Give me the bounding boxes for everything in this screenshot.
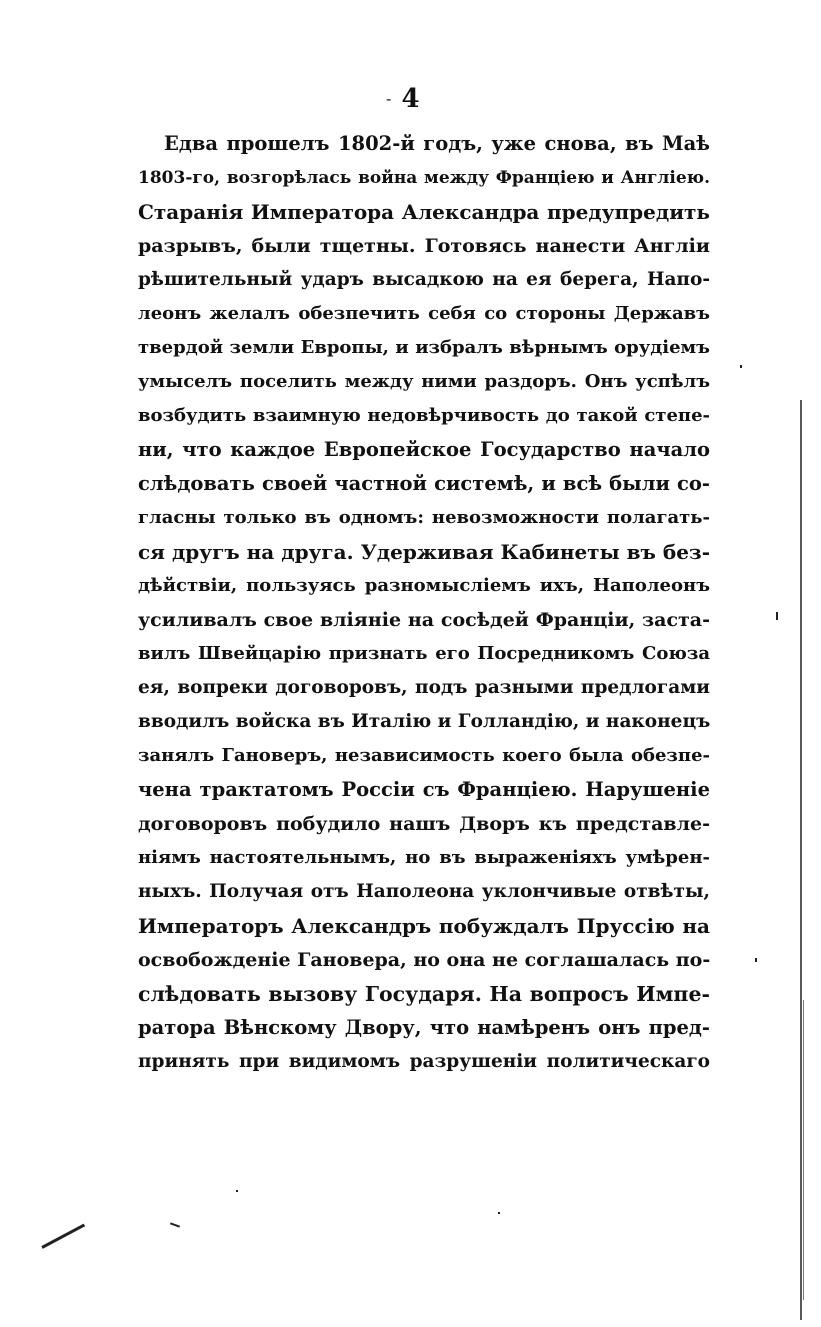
text-line: освобожденіе Гановера, но она не соглашалась по- bbox=[138, 949, 710, 971]
text-line: умыселъ поселить между ними раздоръ. Онъ успѣлъ bbox=[138, 371, 710, 392]
text-line: ныхъ. Получая отъ Наполеона уклончивые отвѣты, bbox=[138, 881, 710, 902]
scan-streak bbox=[41, 1224, 85, 1249]
text-line: гласны только въ одномъ: невозможности полагать- bbox=[138, 507, 710, 528]
text-line: Едва прошелъ 1802-й годъ, уже снова, въ Маѣ bbox=[164, 132, 710, 155]
text-line: 1803-го, возгорѣлась война между Франціею и Англіею. bbox=[138, 168, 710, 188]
text-line: Императоръ Александръ побуждалъ Пруссію на bbox=[138, 914, 710, 938]
text-line: слѣдовать вызову Государя. На вопросъ Импе- bbox=[138, 982, 710, 1006]
text-line: Старанія Императора Александра предупредить bbox=[138, 200, 710, 224]
text-line: ни, что каждое Европейское Государство начало bbox=[138, 438, 710, 461]
text-line: ратора Вѣнскому Двору, что намѣренъ онъ пред- bbox=[138, 1016, 710, 1039]
scan-speck bbox=[740, 365, 742, 368]
text-line: твердой земли Европы, и избралъ вѣрнымъ орудіемъ bbox=[138, 337, 710, 358]
text-line: дѣйствіи, пользуясь разномысліемъ ихъ, Наполеонъ bbox=[138, 575, 710, 596]
scan-edge-line-secondary bbox=[803, 1000, 804, 1300]
text-line: ея, вопреки договоровъ, подъ разными предлогами bbox=[138, 677, 710, 698]
text-line: ся другъ на друга. Удерживая Кабинеты въ без- bbox=[138, 540, 710, 564]
page-number bbox=[0, 84, 821, 114]
text-line: возбудить взаимную недовѣрчивость до такой степе- bbox=[138, 405, 710, 426]
page-number-value: 4 bbox=[401, 84, 420, 114]
text-line: леонъ желалъ обезпечить себя со стороны Державъ bbox=[138, 303, 710, 324]
text-line: слѣдовать своей частной системѣ, и всѣ были со- bbox=[138, 472, 710, 495]
scan-speck bbox=[170, 1222, 180, 1227]
text-line: договоровъ побудило нашъ Дворъ къ представле- bbox=[138, 813, 710, 835]
text-line: вводилъ войска въ Италію и Голландію, и наконецъ bbox=[138, 711, 710, 732]
text-line: вилъ Швейцарію признать его Посредникомъ Союза bbox=[138, 643, 710, 664]
scan-speck bbox=[498, 1212, 500, 1214]
scan-speck bbox=[755, 958, 757, 962]
text-line: разрывъ, были тщетны. Готовясь нанести Англіи bbox=[138, 235, 710, 257]
body-text bbox=[138, 127, 710, 1079]
scan-speck bbox=[776, 612, 778, 620]
text-line: рѣшительный ударъ высадкою на ея берега, Напо- bbox=[138, 269, 710, 290]
scan-edge-line bbox=[800, 400, 802, 1320]
text-line: ніямъ настоятельнымъ, но въ выраженіяхъ умѣрен- bbox=[138, 847, 710, 868]
scan-speck bbox=[236, 1190, 238, 1192]
text-line: занялъ Гановеръ, независимость коего была обезпе- bbox=[138, 745, 710, 766]
page-number-dash: - bbox=[386, 89, 392, 108]
text-line: принять при видимомъ разрушеніи политическаго bbox=[138, 1051, 710, 1072]
text-line: чена трактатомъ Россіи съ Франціею. Нарушеніе bbox=[138, 778, 710, 801]
text-line: усиливалъ свое вліяніе на сосѣдей Франціи, заста- bbox=[138, 609, 710, 631]
